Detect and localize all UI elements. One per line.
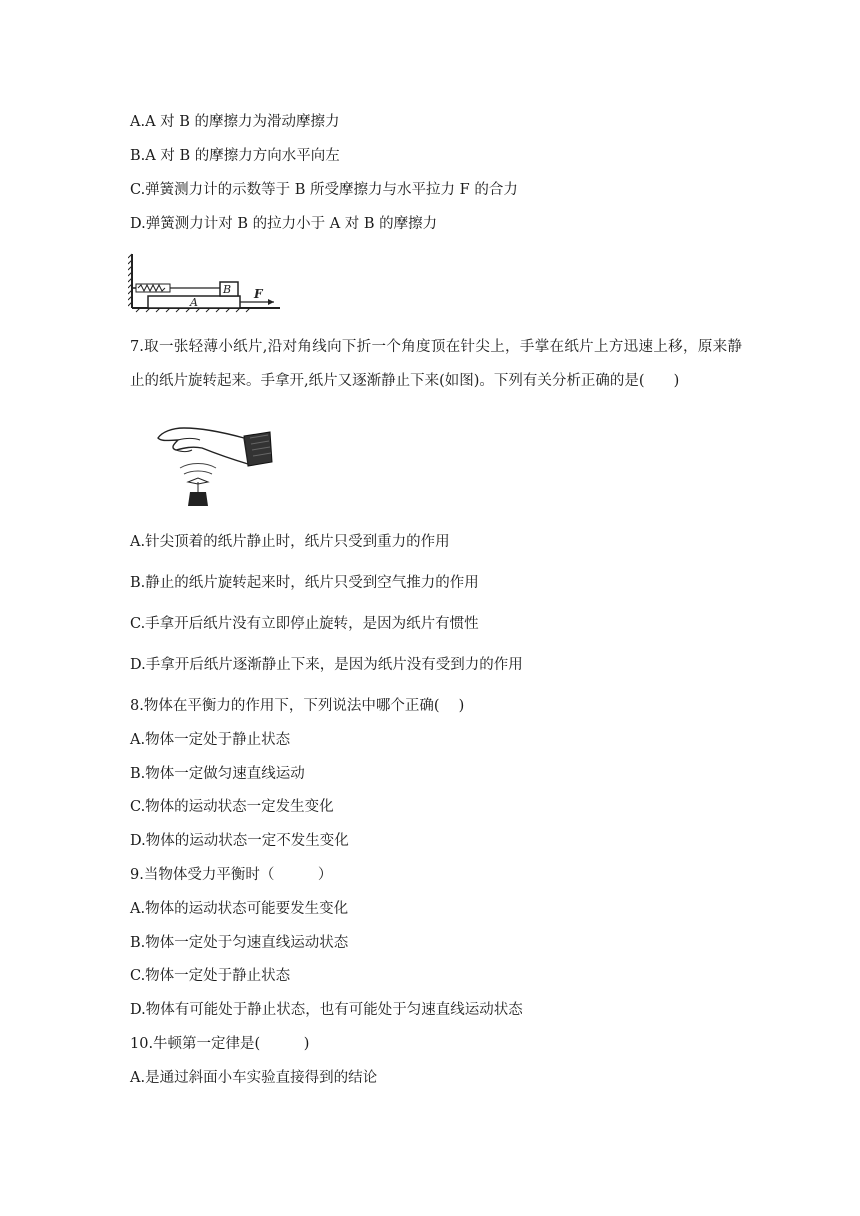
q8-option-a: A.物体一定处于静止状态 (130, 732, 291, 748)
block-b-label: B (223, 283, 232, 296)
q7-option-c: C.手拿开后纸片没有立即停止旋转，是因为纸片有惯性 (130, 616, 479, 632)
q7-stem: 7.取一张轻薄小纸片,沿对角线向下折一个角度顶在针尖上，手掌在纸片上方迅速上移，原来静止的纸片旋转起来。手拿开,纸片又逐渐静止下来(如图)。下列有关分析正确的是( ) (130, 339, 742, 389)
q9-option-b: B.物体一定处于匀速直线运动状态 (130, 935, 349, 951)
block-a-label: A (190, 296, 198, 309)
q8-option-c: C.物体的运动状态一定发生变化 (130, 799, 334, 815)
q8-stem: 8.物体在平衡力的作用下，下列说法中哪个正确( ) (130, 698, 465, 714)
q8-option-d: D.物体的运动状态一定不发生变化 (130, 833, 349, 849)
q10-stem: 10.牛顿第一定律是( ) (130, 1036, 310, 1052)
q7-option-d: D.手拿开后纸片逐渐静止下来，是因为纸片没有受到力的作用 (130, 657, 523, 673)
q10-option-a: A.是通过斜面小车实验直接得到的结论 (130, 1070, 378, 1086)
q7-option-b: B.静止的纸片旋转起来时，纸片只受到空气推力的作用 (130, 575, 479, 591)
q6-option-a: A.A 对 B 的摩擦力为滑动摩擦力 (130, 114, 340, 130)
q9-option-c: C.物体一定处于静止状态 (130, 968, 291, 984)
q6-option-d: D.弹簧测力计对 B 的拉力小于 A 对 B 的摩擦力 (130, 216, 438, 232)
force-f-label: F (254, 287, 263, 301)
q9-option-a: A.物体的运动状态可能要发生变化 (130, 901, 349, 917)
q6-option-b: B.A 对 B 的摩擦力方向水平向左 (130, 148, 340, 164)
q7-option-a: A.针尖顶着的纸片静止时，纸片只受到重力的作用 (130, 534, 450, 550)
q6-friction-figure (128, 250, 288, 314)
q6-option-c: C.弹簧测力计的示数等于 B 所受摩擦力与水平拉力 F 的合力 (130, 182, 518, 198)
q9-option-d: D.物体有可能处于静止状态，也有可能处于匀速直线运动状态 (130, 1002, 523, 1018)
q7-hand-paper-figure (152, 418, 276, 512)
q8-option-b: B.物体一定做匀速直线运动 (130, 766, 305, 782)
q9-stem: 9.当物体受力平衡时（ ） (130, 867, 333, 883)
